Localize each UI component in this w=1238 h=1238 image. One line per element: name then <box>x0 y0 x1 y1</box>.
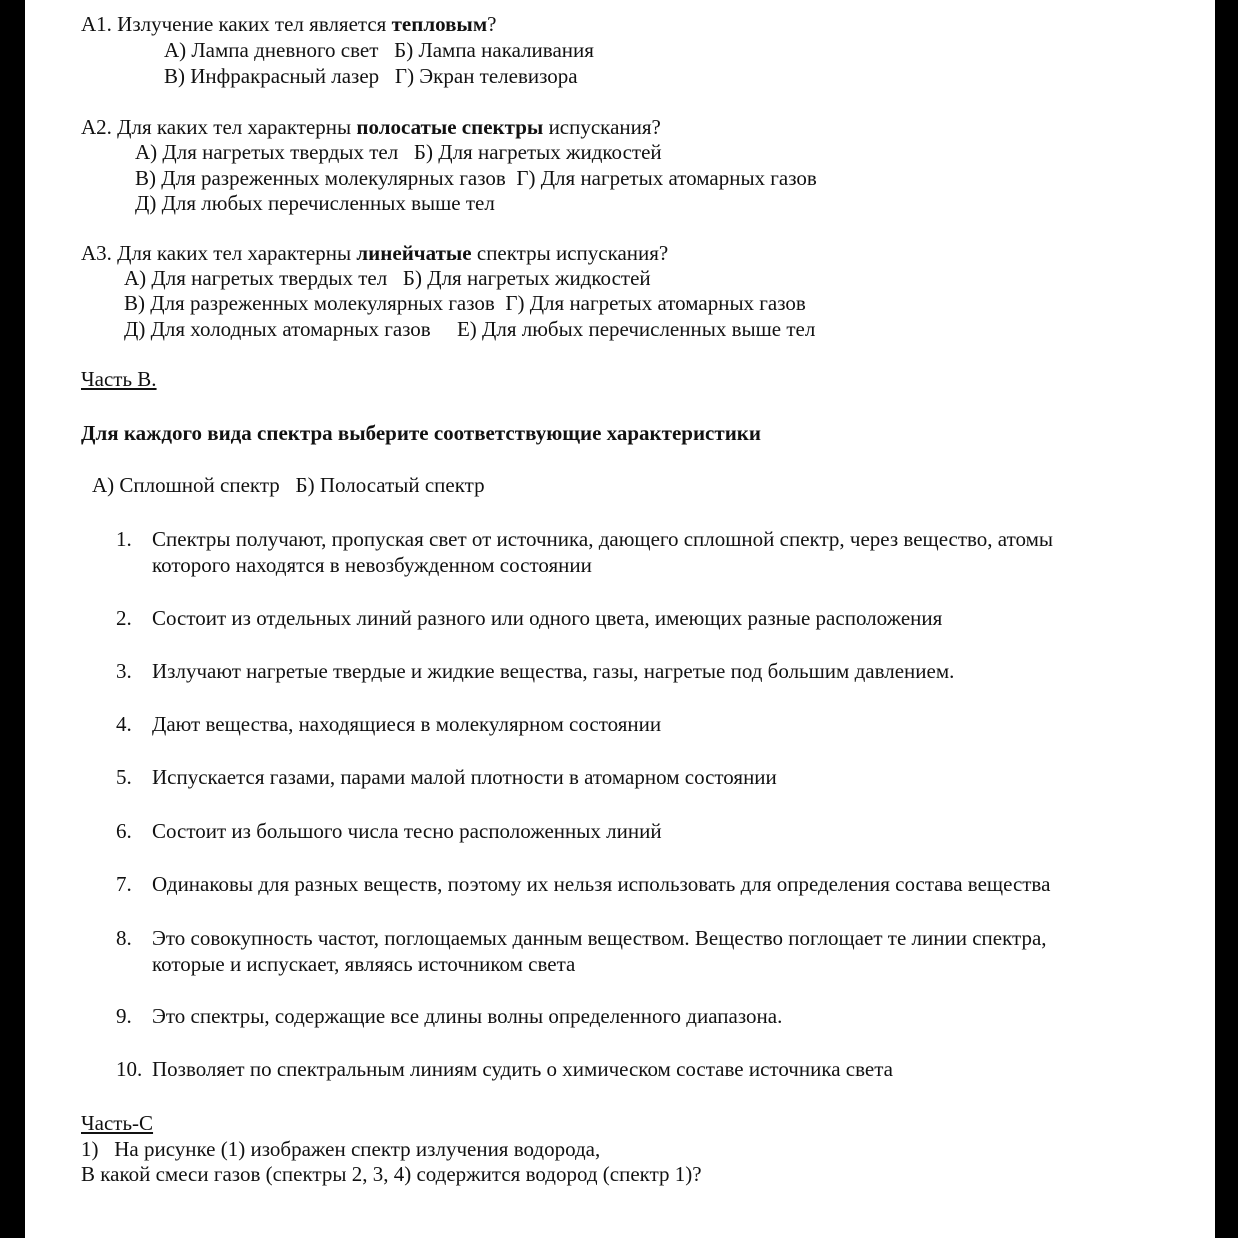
list-item-number: 8. <box>116 926 132 950</box>
list-item: Излучают нагретые твердые и жидкие вещества, газы, нагретые под большим давлением. <box>152 659 955 683</box>
question-a2 <box>81 114 661 140</box>
question-a2-options-3: Д) Для любых перечисленных выше тел <box>135 191 495 215</box>
question-a3-keyword: линейчатые <box>356 241 472 265</box>
question-a3-options-2: В) Для разреженных молекулярных газов Г) Для нагретых атомарных газов <box>124 291 806 315</box>
question-a3-options-3: Д) Для холодных атомарных газов Е) Для любых перечисленных выше тел <box>124 317 816 341</box>
list-item: Это совокупность частот, поглощаемых данным веществом. Вещество поглощает те линии спектра, которые и испускает, являясь источником света <box>152 926 1047 976</box>
question-a3-text: А3. Для каких тел характерны <box>81 241 357 265</box>
list-item: Состоит из отдельных линий разного или одного цвета, имеющих разные расположения <box>152 606 943 630</box>
question-a2-text: А2. Для каких тел характерны <box>81 115 357 139</box>
list-item: Одинаковы для разных веществ, поэтому их нельзя использовать для определения состава вещества <box>152 872 1051 896</box>
list-item: Позволяет по спектральным линиям судить о химическом составе источника света <box>152 1057 893 1081</box>
part-b-heading: Часть В. <box>81 367 157 391</box>
part-c-heading: Часть-С <box>81 1111 154 1135</box>
question-a3-text-end: спектры испускания? <box>471 241 669 265</box>
list-item-number: 7. <box>116 872 132 896</box>
question-a2-keyword: полосатые спектры <box>356 115 544 139</box>
question-a2-options-2: В) Для разреженных молекулярных газов Г) Для нагретых атомарных газов <box>135 166 817 190</box>
list-item-number: 10. <box>116 1057 143 1081</box>
list-item: Это спектры, содержащие все длины волны определенного диапазона. <box>152 1004 783 1028</box>
question-a2-text-end: испускания? <box>543 115 661 139</box>
question-a3 <box>81 240 668 266</box>
question-a3-options-1: А) Для нагретых твердых тел Б) Для нагретых жидкостей <box>124 266 651 290</box>
list-item-number: 2. <box>116 606 132 630</box>
list-item: Испускается газами, парами малой плотности в атомарном состоянии <box>152 765 777 789</box>
list-item-number: 9. <box>116 1004 132 1028</box>
list-item-number: 6. <box>116 819 132 843</box>
list-item-number: 4. <box>116 712 132 736</box>
question-a1-options-2: В) Инфракрасный лазер Г) Экран телевизора <box>164 64 578 88</box>
list-item-number: 3. <box>116 659 132 683</box>
question-a1-text: А1. Излучение каких тел является <box>81 12 392 36</box>
question-a1-options-1: А) Лампа дневного свет Б) Лампа накаливания <box>164 38 594 62</box>
list-item-number: 1. <box>116 527 132 551</box>
document-page <box>25 0 1215 1238</box>
list-item: Дают вещества, находящиеся в молекулярном состоянии <box>152 712 662 736</box>
part-b-spectrum-types: А) Сплошной спектр Б) Полосатый спектр <box>92 473 485 497</box>
part-c-question-line-2: В какой смеси газов (спектры 2, 3, 4) содержится водород (спектр 1)? <box>81 1162 702 1186</box>
question-a2-options-1: А) Для нагретых твердых тел Б) Для нагретых жидкостей <box>135 140 662 164</box>
part-c-question-line-1: 1) На рисунке (1) изображен спектр излучения водорода, <box>81 1137 601 1161</box>
question-a1-keyword: тепловым <box>391 12 488 36</box>
question-a1-text-end: ? <box>487 12 497 36</box>
list-item: Спектры получают, пропуская свет от источника, дающего сплошной спектр, через вещество, атомы которого находятся в невозбужденном состоянии <box>152 527 1053 577</box>
part-b-instruction: Для каждого вида спектра выберите соответствующие характеристики <box>81 421 761 445</box>
list-item-number: 5. <box>116 765 132 789</box>
question-a1 <box>81 11 496 37</box>
list-item: Состоит из большого числа тесно расположенных линий <box>152 819 662 843</box>
